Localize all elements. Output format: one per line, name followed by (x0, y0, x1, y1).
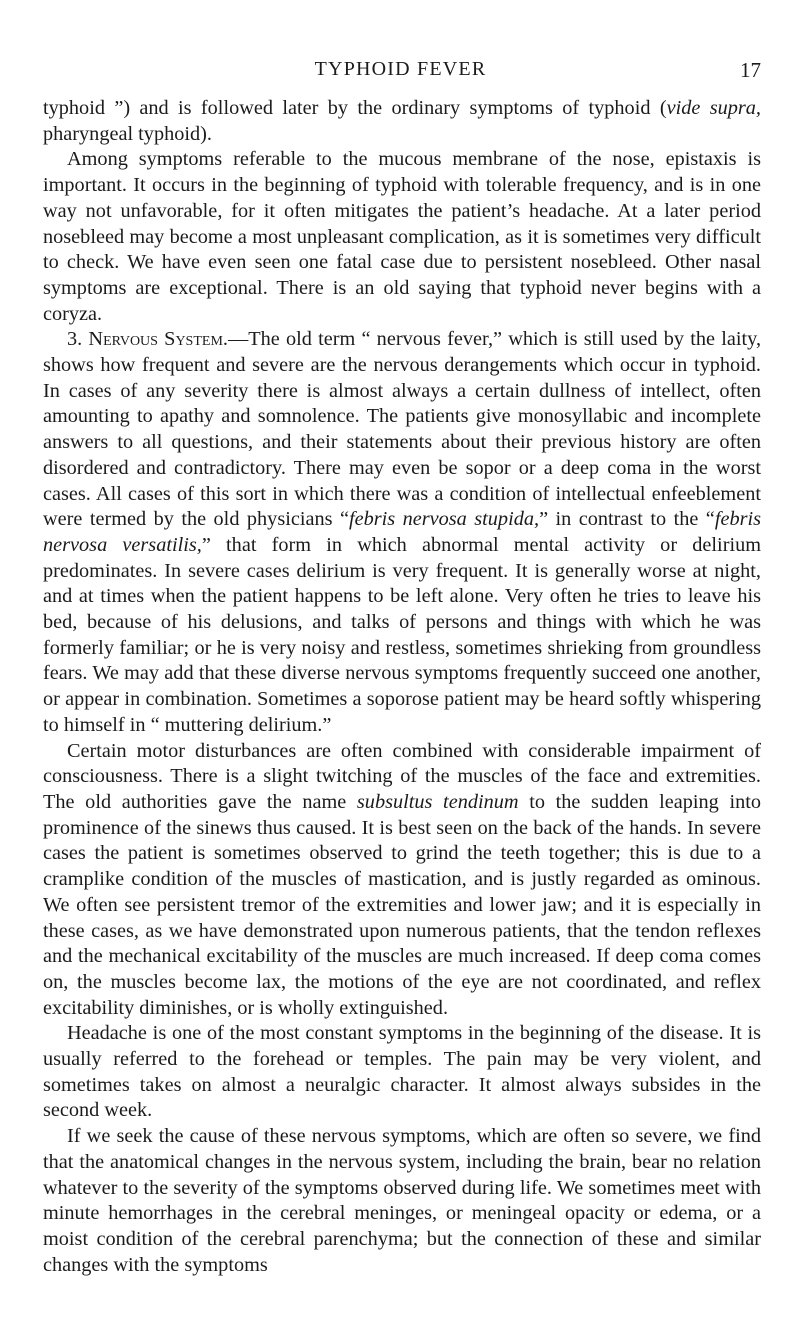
text-run: 3. (67, 328, 89, 351)
text-run: Headache is one of the most constant symptoms in the beginning of the disease. It is usually referred to the forehead or temples. The pain may be very violent, and sometimes takes on almost a neuralgic character. It almost always subsides in the second week. (43, 1022, 761, 1122)
section-heading: Nervous System. (88, 328, 228, 351)
paragraph (43, 739, 761, 1022)
text-run: —The old term “ nervous fever,” which is still used by the laity, shows how frequent and severe are the nervous derangements which occur in typhoid. In cases of any severity there is almost always a certain dullness of intellect, often amounting to apathy and somnolence. The patients give monosyllabic and incomplete answers to all questions, and their statements about their previous history are often disordered and contradictory. There may even be sopor or a deep coma in the worst cases. All cases of this sort in which there was a condition of intellectual enfeeblement were termed by the old physicians “ (43, 328, 762, 531)
text-run: Among symptoms referable to the mucous membrane of the nose, epistaxis is important. It occurs in the beginning of typhoid with tolerable frequency, and is in one way not unfavorable, for it often mitigates the patient’s headache. At a later period nosebleed may become a most unpleasant complication, as it is sometimes very difficult to check. We have even seen one fatal case due to persistent nosebleed. Other nasal symptoms are exceptional. There is an old saying that typhoid never begins with a coryza. (43, 148, 761, 325)
running-head (0, 58, 801, 88)
paragraph (43, 1124, 761, 1278)
body-text (43, 96, 761, 1278)
page-number: 17 (740, 58, 761, 82)
paragraph (43, 327, 761, 738)
paragraph (43, 1021, 761, 1124)
paragraph (43, 147, 761, 327)
text-run: to the sudden leaping into prominence of the sinews thus caused. It is best seen on the back of the hands. In severe cases the patient is sometimes observed to grind the teeth together; this is due to a cramplike condition of the muscles of mastication, and is justly regarded as ominous. We often see persistent tremor of the extremities and lower jaw; and it is especially in these cases, as we have demonstrated upon numerous patients, that the tendon reflexes and the mechanical excitability of the muscles are much increased. If deep coma comes on, the muscles become lax, the motions of the eye are not coordinated, and reflex excitability diminishes, or is wholly extinguished. (43, 790, 762, 1019)
text-run: ” that form in which abnormal mental activity or delirium predominates. In severe cases delirium is very frequent. It is generally worse at night, and at times when the patient happens to be left alone. Very often he tries to leave his bed, because of his delusions, and talks of persons and things with which he was formerly familiar; or he is very noisy and restless, sometimes shrieking from groundless fears. We may add that these diverse nervous symptoms frequently succeed one another, or appear in combination. Sometimes a soporose patient may be heard softly whispering to himself in “ muttering delirium.” (43, 533, 761, 736)
text-run: pharyngeal typhoid). (43, 122, 212, 145)
running-title: TYPHOID FEVER (314, 58, 487, 80)
italic-term: subsultus tendinum (356, 790, 519, 813)
text-run: typhoid ”) and is followed later by the ordinary symptoms of typhoid ( (43, 97, 667, 119)
italic-term: vide supra, (666, 97, 761, 119)
text-run: Certain motor disturbances are often combined with considerable impairment of consciousness. There is a slight twitching of the muscles of the face and extremities. The old authorities gave the name (43, 739, 761, 813)
italic-term: febris nervosa versatilis, (43, 508, 762, 556)
paragraph (43, 96, 761, 147)
text-run: If we seek the cause of these nervous symptoms, which are often so severe, we find that the anatomical changes in the nervous system, including the brain, bear no relation whatever to the severity of the symptoms observed during life. We sometimes meet with minute hemorrhages in the cerebral meninges, or meningeal opacity or edema, or a moist condition of the cerebral parenchyma; but the connection of these and similar changes with the symptoms (43, 1125, 761, 1276)
text-run: ” in contrast to the “ (539, 508, 715, 531)
italic-term: febris nervosa stupida, (348, 508, 540, 531)
